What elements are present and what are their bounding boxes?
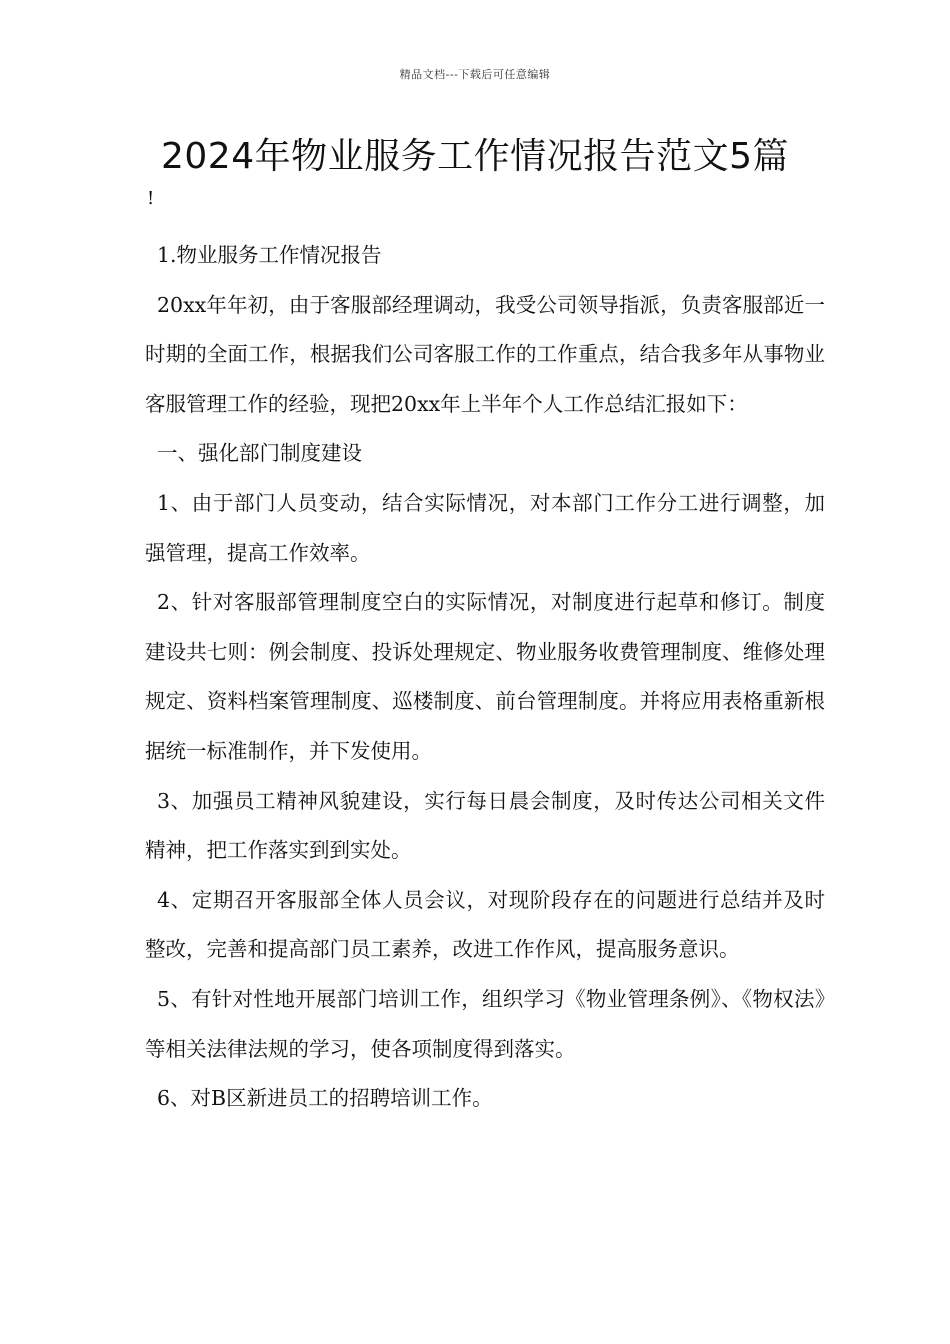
document-title: 2024年物业服务工作情况报告范文5篇: [160, 136, 790, 177]
header-note: 精品文档---下载后可任意编辑: [399, 68, 551, 81]
sub-heading: 一、强化部门制度建设: [157, 441, 362, 466]
list-item: 1、由于部门人员变动，结合实际情况，对本部门工作分工进行调整，加强管理，提高工作效率。: [145, 490, 825, 565]
document-body: [145, 231, 825, 1124]
list-item: 5、有针对性地开展部门培训工作，组织学习《物业管理条例》、《物权法》等相关法律法规的学习，使各项制度得到落实。: [145, 986, 825, 1061]
section-heading: 1.物业服务工作情况报告: [157, 243, 382, 267]
list-item: 6、对B区新进员工的招聘培训工作。: [157, 1086, 493, 1111]
exclamation-mark: !: [147, 188, 155, 209]
list-item: 2、针对客服部管理制度空白的实际情况，对制度进行起草和修订。制度建设共七则：例会制度、投诉处理规定、物业服务收费管理制度、维修处理规定、资料档案管理制度、巡楼制度、前台管理制度。并将应用表格重新根据统一标准制作，并下发使用。: [145, 590, 825, 763]
list-item: 4、定期召开客服部全体人员会议，对现阶段存在的问题进行总结并及时整改，完善和提高部门员工素养，改进工作作风，提高服务意识。: [145, 887, 825, 962]
paragraph: 20xx年年初，由于客服部经理调动，我受公司领导指派，负责客服部近一时期的全面工作，根据我们公司客服工作的工作重点，结合我多年从事物业客服管理工作的经验，现把20xx年上半年个人工作总结汇报如下：: [145, 292, 825, 416]
list-item: 3、加强员工精神风貌建设，实行每日晨会制度，及时传达公司相关文件精神，把工作落实到到实处。: [145, 788, 825, 863]
